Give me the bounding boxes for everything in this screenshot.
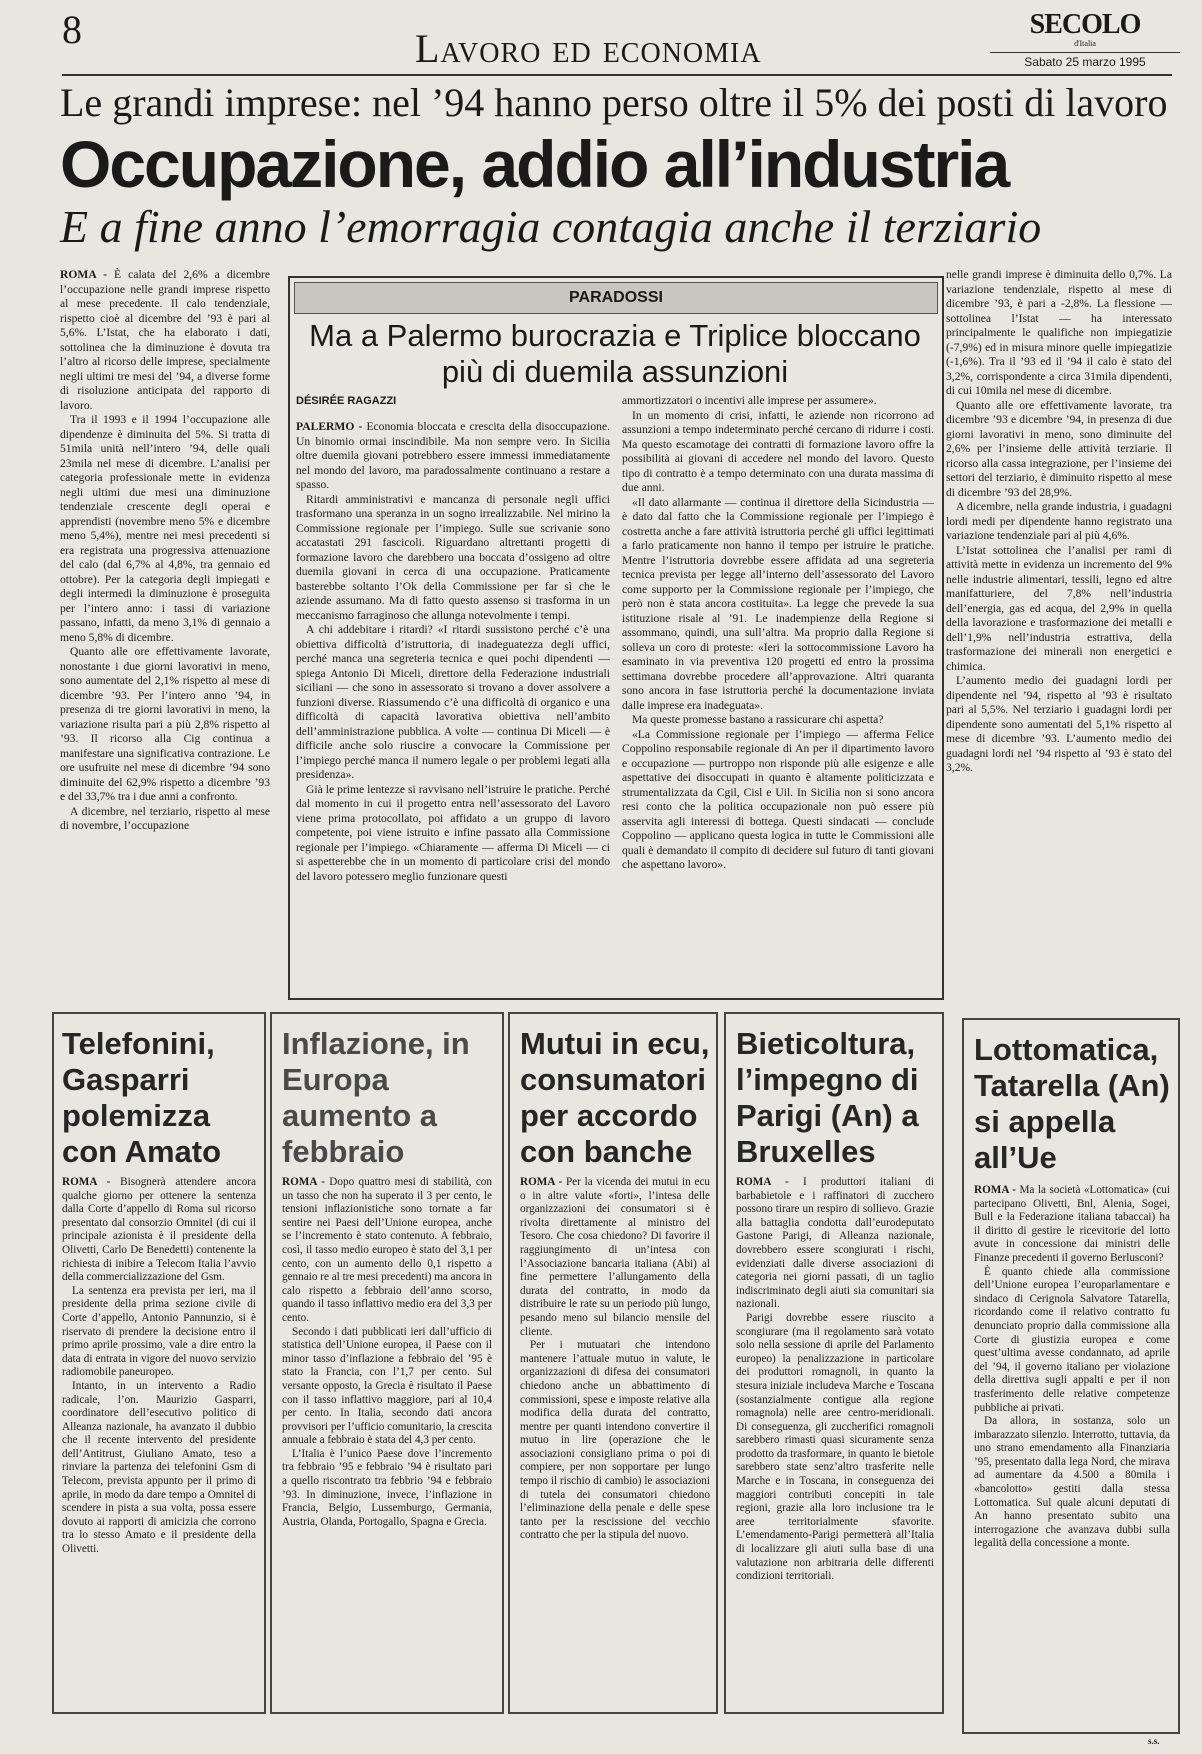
- brief-title: Inflazione, in Europa aumento a febbraio: [282, 1026, 470, 1169]
- paragraph: Parigi dovrebbe essere riuscito a scongiurare (ma il regolamento sarà votato solo nella sessione di aprile del Parlamento europeo) la penalizzazione in particolare dei produttori romagnoli, in quanto la stesura iniziale includeva Marche e Toscana (sostanzialmente contigue alla regione romagnola) nelle aree centro-meridionali. Di conseguenza, gli zuccherifici romagnoli sarebbero rimasti quasi sicuramente senza prodotto da trasformare, in quanto le bietole sarebbero state senz’altro trasferite nelle Marche e in Toscana, in conseguenza dei maggiori contributi concepiti in tale regioni, grazie alla loro inclusione tra le aree territorialmente sfavorite. L’emendamento-Parigi permetterà all’Italia di localizzare gli aiuti sulla base di una valutazione non arbitraria delle differenti condizioni territoriali.: [736, 1311, 934, 1583]
- paragraph: «Il dato allarmante — continua il direttore della Sicindustria — è dato dal fatto che la Commissione regionale per l’impiego è costretta anche a fare attività istruttoria perché gli uffici legittimati a farlo praticamente non hanno il tempo per istruire le pratiche. Mentre l’istruttoria dovrebbe essere affidata ad una segreteria tecnica prevista per legge all’interno dell’assessorato del Lavoro come supporto per la Commissione regionale per l’impiego, che però non è stata ancora costituita». La legge che prevede la sua istituzione risale al ’91. Le inadempienze della Regione si assommano, quindi, una sull’altra. Ma proprio dalla Regione si solleva un coro di proteste: «Ieri la sottocommissione Lavoro ha esaminato in via preventiva 120 progetti ed entro la prossima settimana dovrebbe procedere all’approvazione. Altri quaranta sono ancora in fase istruttoria perché la documentazione inviata dalle imprese era inadeguata».: [622, 495, 934, 712]
- box-byline: DÉSIRÉE RAGAZZI: [296, 395, 397, 407]
- paragraph: Ma queste promesse bastano a rassicurare chi aspetta?: [632, 713, 884, 726]
- paragraph: ROMA - Per la vicenda dei mutui in ecu o in altre valute «forti», l’intesa delle organizzazioni dei consumatori si è rivolta direttamente al ministro del Tesoro. Che cosa chiedono? Di favorire il raggiungimento di un’intesa con l’Associazione bancaria italiana (Abi) al fine permettere l’allungamento della durata del contratto, in modo da distribuire le rate su un periodo più lungo, pesando meno sul bilancio mensile del cliente.: [520, 1176, 710, 1338]
- paragraph: Intanto, in un intervento a Radio radicale, l’on. Maurizio Gasparri, coordinatore dell’esecutivo politico di Alleanza nazionale, ha avanzato il dubbio che il recente intervento del presidente dell’Antitrust, Giuliano Amato, teso a rinviare la partenza dei telefonini Gsm di Telecom, prevista appunto per il primo di aprile, in modo da dare tempo a Omnitel di scendere in pista a sua volta, possa essere dovuto ai rapporti di amicizia che corrono tra lo stesso Amato e il presidente della Olivetti.: [62, 1379, 256, 1556]
- brief-body: [736, 1176, 934, 1704]
- author-initials: s.s.: [1148, 1736, 1160, 1746]
- masthead-logo-sub: d'Italia: [1074, 39, 1096, 48]
- masthead-date: Sabato 25 marzo 1995: [990, 52, 1180, 69]
- paragraph: A dicembre, nel terziario, rispetto al mese di novembre, l’occupazione: [60, 804, 270, 832]
- paragraph: Quanto alle ore effettivamente lavorate, nonostante i due giorni lavorativi in meno, sono aumentate del 2,1% rispetto al mese di dicembre ’93. Per l’intero anno ’94, in presenza di tre giorni lavorativi in meno, la variazione risulta pari a più 2,8% rispetto al ’93. Il ricorso alla Cig continua a manifestare una significativa contrazione. Le ore usufruite nel mese di dicembre ’94 sono diminuite del 62,9% rispetto a dicembre ’93 e del 33,7% tra i due anni a confronto.: [60, 645, 270, 803]
- main-column-1: [60, 268, 270, 996]
- paragraph: Già le prime lentezze si ravvisano nell’istruire le pratiche. Perché dal momento in cui il progetto entra nell’assessorato del Lavoro viene prima protocollato, poi affidato a un gruppo di lavoro competente, poi viene istruito e infine passato alla Commissione regionale per l’impiego. «Chiaramente — afferma Di Miceli — ci si aspetterebbe che in un momento di particolare crisi del mondo del lavoro potessero meglio funzionare questi: [296, 782, 610, 883]
- masthead: [990, 10, 1180, 69]
- paragraph: A chi addebitare i ritardi? «I ritardi sussistono perché c’è una obiettiva difficoltà d’istruttoria, di inadeguatezza degli uffici, perché manca una segreteria tecnica e quei pochi dipendenti — spiega Antonio Di Miceli, direttore della Federazione industriali siciliani — che sono in assessorato si trovano a dover assolvere a funzioni diverse. Riassumendo c’è una difficoltà di organico e una difficoltà di capacità lavorativa obiettiva nell’ambito dell’amministrazione pubblica. A volte — continua Di Miceli — è difficile anche solo riuscire a convocare la Commissione per l’impiego perché manca il numero legale o per problemi legati alla presidenza».: [296, 623, 610, 781]
- paragraph: Tra il 1993 e il 1994 l’occupazione alle dipendenze è diminuita del 5%. Si tratta di 51mila unità nell’intero ’94, delle quali 23mila nel mese di dicembre. L’analisi per categoria professionale mette in evidenza negli ultimi due mesi una diminuzione tendenziale crescente degli operai e apprendisti (novembre meno 5% e dicembre meno 5,4%), mentre nei mesi precedenti si era registrata una progressiva attenuazione del calo (dal 6,7% al 4,8%, tra gennaio ed ottobre). Per la categoria degli impiegati e degli intermedi la diminuzione è proseguita per l’intero anno: i tassi di variazione passano, infatti, da meno 3,1% di gennaio a meno 5,8% di dicembre.: [60, 413, 270, 644]
- article-subhead: E a fine anno l’emorragia contagia anche il terziario: [60, 201, 1042, 252]
- masthead-logo: SECOLO: [1029, 9, 1141, 40]
- box-title: Ma a Palermo burocrazia e Triplice bloccano più di duemila assunzioni: [309, 318, 921, 389]
- brief-title: Telefonini, Gasparri polemizza con Amato: [62, 1026, 222, 1169]
- brief-title: Bieticoltura, l’impegno di Parigi (An) a Bruxelles: [736, 1026, 919, 1169]
- dateline: PALERMO -: [296, 420, 363, 433]
- brief-body: [974, 1184, 1170, 1724]
- box-column-2: [622, 394, 934, 992]
- paragraph: A dicembre, nella grande industria, i guadagni lordi medi per dipendente hanno registrato una variazione tendenziale pari al più 4,6%.: [946, 500, 1172, 542]
- dateline: ROMA -: [60, 268, 107, 281]
- dateline: ROMA -: [974, 1184, 1016, 1196]
- dateline: ROMA -: [282, 1176, 325, 1188]
- article-headline: Occupazione, addio all’industria: [60, 127, 1009, 201]
- dateline: ROMA -: [736, 1176, 789, 1188]
- brief-body: [520, 1176, 710, 1704]
- section-title-text: Lavoro ed economia: [415, 26, 762, 71]
- section-rule: [62, 74, 1172, 76]
- paragraph: In un momento di crisi, infatti, le aziende non ricorrono ad assunzioni a tempo indeterminato perché cercano di ridurre i costi. Ma questo escamotage dei contratti di formazione lavoro offre la possibilità ai giovani di accedere nel mondo del lavoro. Questo tipo di contratto è a tempo determinato con una durata massima di due anni.: [622, 408, 934, 494]
- box-column-1: [296, 420, 610, 992]
- paragraph: Per i mutuatari che intendono mantenere l’attuale mutuo in valute, le organizzazioni di difesa dei consumatori chiedono anche un abbattimento di commissioni, spese e imposte relative alla modifica della durata del contratto, mentre per quanti intendono convertire il mutuo in lire (operazione che le associazioni consigliano prima o poi di compiere, per non sopportare per lungo tempo il rischio di cambio) le associazioni di tutela dei consumatori chiedono l’eliminazione della penale e delle spese tanto per la rescissione del vecchio contratto che per la stipula del nuovo.: [520, 1339, 710, 1542]
- brief-title: Mutui in ecu, consumatori per accordo con banche: [520, 1026, 710, 1169]
- paragraph: L’aumento medio dei guadagni lordi per dipendente nel ’94, rispetto al ’93 è risultato pari al 5,5%. Nel terziario i guadagni lordi per dipendente sono aumentati del 5,1% rispetto al mese di dicembre ’93. L’aumento medio dei guadagni lordi nel ’94 rispetto al ’93 è stato del 3,2%.: [946, 674, 1172, 774]
- box-rubric: PARADOSSI: [294, 282, 938, 314]
- brief-body: [282, 1176, 492, 1704]
- paragraph: ROMA - Bisognerà attendere ancora qualche giorno per ottenere la sentenza dalla Corte d’appello di Roma sul ricorso presentato dal consorzio Omnitel (di cui il principale azionista è il presidente della Olivetti, Carlo De Benedetti) contenente la richiesta di inibire a Telecom Italia l’avvio della commercializzazione del Gsm.: [62, 1176, 256, 1284]
- paragraph: ROMA - Dopo quattro mesi di stabilità, con un tasso che non ha superato il 3 per cento, le tensioni inflazionistiche sono tornate a far sentire nei Paesi dell’Unione europea, anche se l’incremento è stato contenuto. A febbraio, così, il tasso medio europeo è stato del 3,1 per cento, con un aumento dello 0,1 rispetto a gennaio re al tre mesi precedenti) ma ancora in calo rispetto a febbraio dell’anno scorso, quando il tasso inflattivo medio era del 3,3 per cento.: [282, 1176, 492, 1324]
- section-title: [415, 26, 762, 72]
- paragraph: «La Commissione regionale per l’impiego — afferma Felice Coppolino responsabile regionale di An per il dipartimento lavoro e occupazione — purtroppo non risponde più alle esigenze e alle aspettative dei disoccupati in quanto è altamente politicizzata e strumentalizzata da Cgil, Cisl e Uil. In Sicilia non si sono ancora resi conto che la politica occupazionale non può essere più asservita agli interessi di bottega. Questi sindacati — conclude Coppolino — applicano questa logica in tutte le Commissioni alle quali è demandato il compito di decidere sul futuro di tanti giovani che aspettano lavoro».: [622, 727, 934, 871]
- paragraph: nelle grandi imprese è diminuita dello 0,7%. La variazione tendenziale, rispetto al mese di dicembre ’93, è pari a -2,8%. La flessione — sottolinea l’Istat — ha interessato principalmente le qualifiche non impiegatizie (-7,9%) ed in misura minore quelle impiegatizie (-1,6%). Tra il ’93 ed il ’94 il calo è stato del 3,2%, corrispondente a circa 31mila dipendenti, di cui 10mila nel mese di dicembre.: [946, 268, 1172, 397]
- paragraph: ROMA - È calata del 2,6% a dicembre l’occupazione nelle grandi imprese rispetto al mese precedente. Il calo tendenziale, rispetto cioè al dicembre del ’93 è pari al 5,6%. L’Istat, che ha elaborato i dati, sottolinea che la diminuzione è dovuta tra l’altro al ricorso delle imprese, specialmente negli ultimi tre mesi del ’94, a diverse forme di risoluzione anticipata del rapporto di lavoro.: [60, 268, 270, 412]
- main-column-4: [946, 268, 1172, 1012]
- paragraph: Da allora, in sostanza, solo un imbarazzato silenzio. Interrotto, tuttavia, da uno strano emendamento alla Finanziaria ’95, presentato dalla lega Nord, che mirava ad aumentare da 4.500 a 80mila i «bancolotto» gestiti dalla stessa Lottomatica. Sul quale alcuni deputati di An hanno presentato subito una interrogazione che avanzava dubbi sulla legalità della concessione a monte.: [974, 1415, 1170, 1550]
- paragraph: ROMA - Ma la società «Lottomatica» (cui partecipano Olivetti, Bnl, Alenia, Sogei, Bull e la Federazione italiana tabaccai) ha il diritto di gestire le ricevitorie del lotto avute in concessione dai ministri delle Finanze precedenti il governo Berlusconi?: [974, 1184, 1170, 1264]
- paragraph: È quanto chiede alla commissione dell’Unione europea l’europarlamentare e sindaco di Cerignola Salvatore Tatarella, ricordando come il relativo contratto fu denunciato proprio dalla commissione alla Corte di giustizia europea e come quest’ultima avesse condannato, ad aprile del ’94, il governo italiano per violazione della direttiva sugli appalti e per il non trasferimento delle relative competenze pubbliche ai privati.: [974, 1265, 1170, 1414]
- brief-body: [62, 1176, 256, 1704]
- paragraph: Quanto alle ore effettivamente lavorate, tra dicembre ’93 e dicembre ’94, in presenza di due giorni lavorativi in meno, sono diminuite del 2,6% per l’insieme delle attività terziarie. Il ricorso alla cassa integrazione, per l’insieme dei settori del terziario, è diminuito rispetto al mese di dicembre ’93 del 28,9%.: [946, 398, 1172, 499]
- paragraph: La sentenza era prevista per ieri, ma il presidente della prima sezione civile di Corte d’appello, Antonio Pannunzio, si è riservato di prendere la decisione entro il primo aprile prossimo, vale a dire entro la data di entrata in vigore del nuovo servizio radiomobile paneuropeo.: [62, 1284, 256, 1379]
- dateline: ROMA -: [520, 1176, 563, 1188]
- paragraph: PALERMO - Economia bloccata e crescita della disoccupazione. Un binomio ormai inscindibile. Ma non sempre vero. In Sicilia oltre duemila giovani potrebbero essere immessi immediatamente nel mondo del lavoro, ma paradossalmente continuano a restare a spasso.: [296, 420, 610, 491]
- paragraph: L’Italia è l’unico Paese dove l’incremento tra febbraio ’95 e febbraio ’94 è risultato pari a quello riscontrato tra febbrio ’94 e febbraio ’93. In diminuzione, invece, l’inflazione in Francia, Belgio, Lussemburgo, Germania, Austria, Olanda, Portogallo, Spagna e Grecia.: [282, 1447, 492, 1528]
- article-kicker: Le grandi imprese: nel ’94 hanno perso oltre il 5% dei posti di lavoro: [60, 80, 1168, 125]
- paragraph: Ritardi amministrativi e mancanza di personale negli uffici trasformano una speranza in un sogno irrealizzabile. Nel mirino la Commissione regionale per l’impiego. Sulle sue scrivanie sono accatastati 291 fascicoli. Riguardano altrettanti progetti di formazione lavoro che darebbero una boccata d’ossigeno ad oltre duemila giovani in cerca di una occupazione. Praticamente basterebbe soltanto l’Ok della Commissione per far sì che le aziende assumano. Ma di fatto questo assenso si trasforma in un meccanismo farraginoso che allunga notevolmente i tempi.: [296, 492, 610, 622]
- dateline: ROMA -: [62, 1176, 111, 1188]
- brief-title: Lottomatica, Tatarella (An) si appella all’Ue: [974, 1032, 1170, 1175]
- paragraph: Secondo i dati pubblicati ieri dall’ufficio di statistica dell’Unione europea, il Paese con il minor tasso d’inflazione a febbraio del ’95 è stato la Francia, con l’1,7 per cento. Sul versante opposto, la Grecia è risultato il Paese con il tasso inflattivo maggiore, pari al 10,4 per cento. In Italia, secondo dati ancora provvisori per l’ufficio comunitario, la crescita annuale a febbraio è stata del 4,3 per cento.: [282, 1325, 492, 1447]
- page-number: 8: [62, 7, 82, 52]
- paragraph: L’Istat sottolinea che l’analisi per rami di attività mette in evidenza un incremento del 9% nelle industrie alimentari, tessili, legno ed altre manifatturiere, del 7,8% nell’industria dell’energia, gas ed acqua, del 2,9% in quella della lavorazione e trasformazione dei metalli e dell’1,9% nell’industria estrattiva, della trasformazione dei minerali non energetici e chimica.: [946, 543, 1172, 673]
- paragraph: ROMA - I produttori italiani di barbabietole e i raffinatori di zucchero possono tirare un respiro di sollievo. Grazie alla battaglia condotta dall’eurodeputato Gastone Parigi, di Alleanza nazionale, dovrebbero essere scongiurati i rischi, evidenziati dalle diverse associazioni di categoria nei giorni passati, di un taglio indiscriminato degli aiuti sia comunitari sia nazionali.: [736, 1176, 934, 1311]
- paragraph: ammortizzatori o incentivi alle imprese per assumere».: [622, 394, 877, 407]
